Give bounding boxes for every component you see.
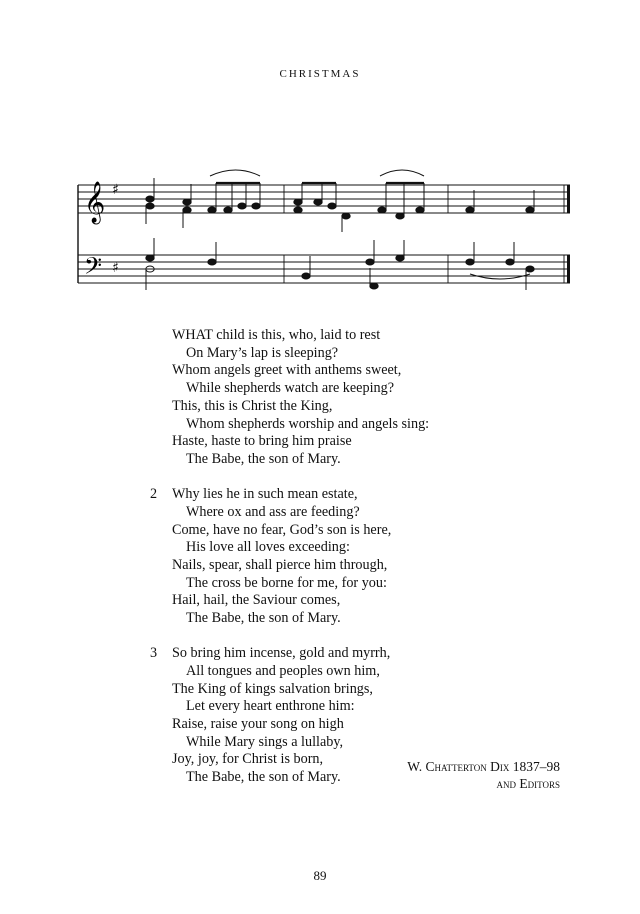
verse-line: So bring him incense, gold and myrrh, <box>172 645 391 662</box>
verse-line: Raise, raise your song on high <box>172 716 344 733</box>
verse-line: Hail, hail, the Saviour comes, <box>172 592 341 609</box>
author-editors: and Editors <box>496 776 560 791</box>
music-score <box>70 150 580 310</box>
verse-line: The Babe, the son of Mary. <box>186 769 341 786</box>
verse-line: While Mary sings a lullaby, <box>186 733 344 750</box>
page-number: 89 <box>313 868 327 883</box>
hymn-verses <box>150 327 430 804</box>
verse-line: Whom angels greet with anthems sweet, <box>172 362 402 379</box>
verse-line: Joy, joy, for Christ is born, <box>172 751 324 768</box>
verse-line: The cross be borne for me, for you: <box>186 574 387 591</box>
stanza-3 <box>150 645 429 787</box>
verse-line: The King of kings salvation brings, <box>172 680 373 697</box>
verse-line: Let every heart enthrone him: <box>186 698 355 715</box>
attribution <box>407 758 560 792</box>
author-name: W. Chatterton Dix 1837–98 <box>407 759 560 774</box>
verse-line: The Babe, the son of Mary. <box>186 450 341 467</box>
verse-line: Haste, haste to bring him praise <box>172 433 352 450</box>
svg-text:♯: ♯ <box>112 182 119 198</box>
verse-line: While shepherds watch are keeping? <box>186 380 394 397</box>
verse-line: The Babe, the son of Mary. <box>186 610 341 627</box>
verse-line: Nails, spear, shall pierce him through, <box>172 556 388 573</box>
page-header: CHRISTMAS <box>279 68 361 80</box>
svg-text:𝄢: 𝄢 <box>84 252 103 285</box>
svg-text:♯: ♯ <box>112 260 119 276</box>
verse-line: Why lies he in such mean estate, <box>172 486 358 503</box>
verse-line: This, this is Christ the King, <box>172 397 333 414</box>
stanza-number: 2 <box>150 486 158 503</box>
stanza-2 <box>150 486 429 628</box>
svg-text:𝄞: 𝄞 <box>84 182 106 223</box>
verse-line: Come, have no fear, God’s son is here, <box>172 521 392 538</box>
stanza-number: 3 <box>150 645 158 662</box>
verse-line: All tongues and peoples own him, <box>186 662 380 679</box>
verse-line: Whom shepherds worship and angels sing: <box>186 415 430 432</box>
verse-line: Where ox and ass are feeding? <box>186 503 360 520</box>
stanza-1 <box>172 327 429 469</box>
verse-line: His love all loves exceeding: <box>186 539 350 556</box>
verse-line: On Mary’s lap is sleeping? <box>186 344 339 361</box>
verse-line: WHAT child is this, who, laid to rest <box>172 327 381 343</box>
